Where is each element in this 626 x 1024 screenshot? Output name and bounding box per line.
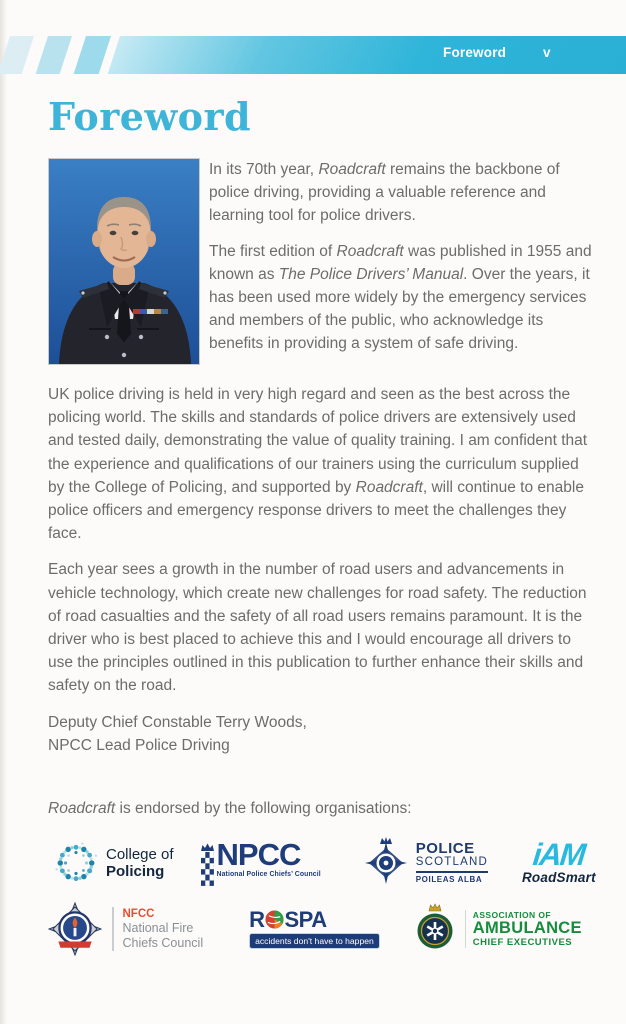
rospa-wordmark-left: R [249, 906, 265, 932]
officer-portrait-photo [48, 158, 200, 365]
iam-wordmark: iAM [531, 836, 587, 872]
header-diagonal-stripe [0, 36, 34, 74]
page-number: v [543, 45, 551, 60]
rospa-tagline: accidents don't have to happen [249, 933, 380, 949]
running-header-label: Foreword [443, 45, 507, 60]
npcc-logo [200, 836, 321, 886]
endorsement-logos-row-2 [48, 902, 596, 956]
iam-caption: RoadSmart [521, 869, 596, 885]
officer-portrait-illustration [49, 159, 199, 364]
aace-line1: ASSOCIATION OF [472, 909, 551, 920]
body-paragraphs [48, 383, 596, 698]
npcc-acronym: NPCC [216, 836, 301, 872]
paragraph-2: The first edition of Roadcraft was published in 1955 and known as The Police Drivers’ Manual. Over the years, it has been used more widely by the emergency services and members of the public, who acknowledge its benefits in providing a system of safe driving. [209, 243, 592, 352]
police-scotland-logo [363, 836, 488, 890]
police-scotland-line1: POLICE [415, 840, 475, 858]
nfcc-divider [112, 907, 114, 951]
nfcc-acronym: NFCC [122, 907, 155, 920]
aace-badge-icon [412, 902, 458, 956]
medal-ribbons [133, 309, 168, 314]
college-of-policing-logo [54, 841, 174, 885]
page-scan-edge [0, 0, 7, 1024]
endorsement-line: Roadcraft is endorsed by the following organisations: [48, 799, 412, 817]
intro-section [48, 158, 596, 368]
intro-paragraphs [200, 158, 596, 368]
npcc-caption: National Police Chiefs’ Council [216, 870, 321, 878]
page-main-column [48, 94, 596, 956]
paragraph-1: In its 70th year, Roadcraft remains the backbone of police driving, providing a valuable reference and learning tool for police drivers. [209, 161, 560, 224]
endorsement-logos-row-1 [48, 836, 596, 890]
aace-line3: CHIEF EXECUTIVES [472, 936, 573, 948]
npcc-crown-icon [201, 843, 214, 851]
police-scotland-divider [416, 871, 488, 873]
rospa-globe-icon [265, 910, 284, 929]
aace-line2: AMBULANCE [472, 918, 582, 937]
signoff [48, 711, 596, 758]
signoff-role: NPCC Lead Police Driving [48, 737, 230, 755]
npcc-checker-icon [201, 852, 214, 886]
college-of-policing-line1: College of [106, 845, 174, 863]
signoff-name: Deputy Chief Constable Terry Woods, [48, 713, 307, 731]
college-of-policing-line2: Policing [106, 862, 165, 880]
nfcc-logo [48, 902, 203, 956]
college-of-policing-dots-icon [54, 841, 98, 885]
header-diagonal-stripe [36, 36, 72, 74]
header-diagonal-stripe [74, 36, 111, 74]
aace-logo [412, 902, 582, 956]
police-scotland-badge-icon [363, 836, 409, 890]
nfcc-line2: Chiefs Council [122, 935, 204, 950]
police-scotland-line3: POILEAS ALBA [415, 874, 483, 884]
rospa-wordmark-right: SPA [284, 906, 327, 932]
paragraph-4: Each year sees a growth in the number of road users and advancements in vehicle technology, which create new challenges for road safety. The reduction of road casualties and the safety of all road users remains paramount. It is the driver who is best placed to achieve this and I would encourage all drivers to use the principles outlined in this publication to further enhance their skills and safety on the road. [48, 561, 587, 695]
iam-roadsmart-logo [521, 836, 596, 885]
rospa-logo [249, 906, 380, 949]
police-scotland-line2: SCOTLAND [415, 856, 488, 869]
nfcc-badge-icon [48, 902, 102, 956]
header-band [0, 36, 626, 74]
paragraph-3: UK police driving is held in very high regard and seen as the best across the policing world. The skills and standards of police drivers are extensively used and tested daily, demonstrating the value of quality training. I am confident that the experience and qualifications of our trainers using the curriculum supplied by the College of Policing, and supported by Roadcraft, will continue to enable police officers and emergency response drivers to meet the challenges they face. [48, 386, 588, 543]
nfcc-line1: National Fire [122, 920, 194, 935]
page-title: Foreword [48, 94, 252, 139]
